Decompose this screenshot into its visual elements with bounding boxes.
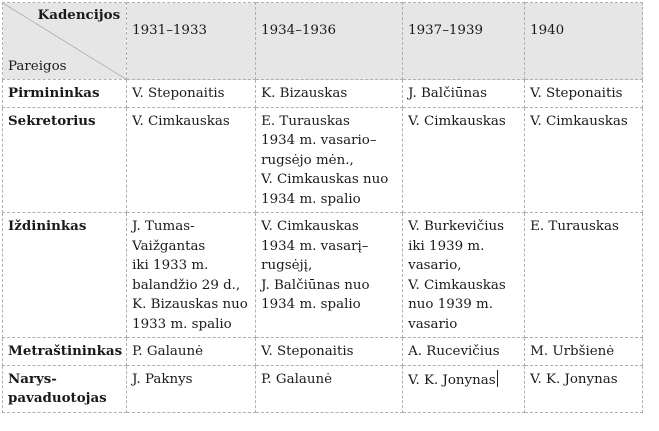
table-cell (403, 107, 525, 213)
cell-text: J. Tumas- (132, 219, 195, 234)
table-cell (256, 107, 403, 213)
table-row (3, 338, 643, 366)
cell-text: V. Steponaitis (132, 86, 225, 101)
table-row (3, 365, 643, 412)
period-header-3: 1937–1939 (403, 3, 525, 80)
table-cell (525, 338, 643, 366)
role-label: pavaduotojas (8, 390, 107, 406)
corner-top-label: Kadencijos (37, 7, 121, 23)
cell-text: rugsėjį, (261, 258, 313, 273)
table-cell (525, 365, 643, 412)
corner-bottom-label: Pareigos (8, 58, 67, 74)
cell-text: J. Paknys (132, 371, 193, 387)
cell-text: vasario, (408, 258, 462, 273)
cell-text: iki 1933 m. (132, 258, 209, 273)
table-cell (525, 213, 643, 338)
table-cell (525, 107, 643, 213)
period-header-1: 1931–1933 (127, 3, 256, 80)
cell-text: 1934 m. spalio (261, 191, 361, 207)
cell-text: K. Bizauskas (261, 86, 348, 101)
cell-text: vasario (408, 316, 458, 332)
role-cell (3, 338, 127, 366)
table-cell (403, 213, 525, 338)
cell-text: V. Burkevičius (408, 219, 504, 234)
role-label: Pirmininkas (8, 85, 100, 101)
cell-text: V. Steponaitis (261, 344, 354, 359)
text-cursor (497, 370, 498, 387)
table-row (3, 213, 643, 338)
role-label: Metraštininkas (8, 343, 123, 359)
cell-text: V. Cimkauskas (408, 277, 506, 293)
table-cell (127, 107, 256, 213)
role-label: Iždininkas (8, 218, 87, 234)
table-cell (256, 213, 403, 338)
cell-text: E. Turauskas (261, 113, 350, 129)
cell-text: K. Bizauskas nuo (132, 297, 248, 312)
header-row (3, 3, 643, 80)
cell-text: E. Turauskas (530, 219, 619, 234)
cell-text: M. Urbšienė (530, 344, 615, 359)
period-header-4: 1940 (525, 3, 643, 80)
role-cell (3, 107, 127, 213)
role-cell (3, 365, 127, 412)
table-cell (525, 80, 643, 108)
cell-text: V. Cimkauskas (261, 219, 359, 234)
cell-text-with-cursor[interactable] (408, 370, 520, 391)
cell-text: V. K. Jonynas (408, 372, 496, 388)
cell-text: P. Galaunė (261, 371, 333, 387)
cell-text: 1934 m. spalio (261, 297, 361, 312)
cell-text: V. K. Jonynas (530, 371, 618, 387)
table-cell (127, 338, 256, 366)
table-cell (256, 365, 403, 412)
table-cell (127, 213, 256, 338)
table-cell[interactable] (403, 365, 525, 412)
corner-header-cell (3, 3, 127, 80)
cell-text: J. Balčiūnas (408, 86, 487, 101)
cell-text: V. Cimkauskas (132, 113, 230, 129)
cell-text: V. Cimkauskas nuo (261, 172, 389, 187)
cell-text: iki 1939 m. (408, 238, 485, 254)
cell-text: V. Steponaitis (530, 86, 623, 101)
table-cell (127, 365, 256, 412)
table-cell (127, 80, 256, 108)
table-row (3, 107, 643, 213)
cell-text: V. Cimkauskas (530, 113, 628, 129)
cell-text: J. Balčiūnas nuo (261, 277, 370, 293)
cell-text: 1934 m. vasario– (261, 133, 377, 148)
cell-text: balandžio 29 d., (132, 277, 241, 293)
role-label: Sekretorius (8, 112, 96, 129)
role-cell (3, 80, 127, 108)
table-cell (256, 338, 403, 366)
cell-text: Vaižgantas (132, 238, 206, 254)
cell-text: nuo 1939 m. (408, 297, 493, 312)
table-cell (256, 80, 403, 108)
cell-text: 1934 m. vasarį– (261, 238, 369, 254)
cell-text: V. Cimkauskas (408, 113, 506, 129)
document-page (2, 2, 643, 413)
table-cell (403, 80, 525, 108)
terms-table (2, 2, 643, 413)
role-label: Narys- (8, 370, 57, 387)
cell-text: 1933 m. spalio (132, 316, 232, 332)
table-row (3, 80, 643, 108)
cell-text: P. Galaunė (132, 344, 204, 359)
table-cell (403, 338, 525, 366)
cell-text: A. Rucevičius (408, 344, 500, 359)
cell-text: rugsėjo mėn., (261, 152, 354, 168)
role-cell (3, 213, 127, 338)
period-header-2: 1934–1936 (256, 3, 403, 80)
